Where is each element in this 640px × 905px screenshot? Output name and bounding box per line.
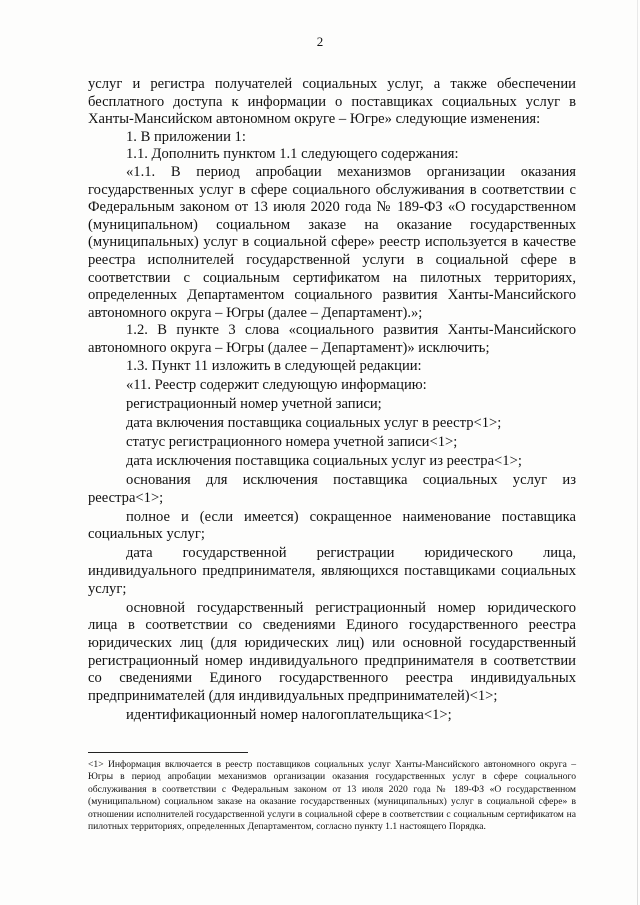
list-entry: полное и (если имеется) сокращенное наименование поставщика социальных услуг;: [88, 508, 576, 543]
paragraph-item-1-1-text: «1.1. В период апробации механизмов организации оказания государственных услуг в сфере социального обслуживания в соответствии с Федеральным законом от 13 июля 2020 года № 189-ФЗ «О государственном (муниципальном) социальном заказе на оказание государственных (муниципальных) услуг в социальной сфере» реестр используется в качестве реестра исполнителей государственной услуги в социальной сфере в соответствии с социальным сертификатом на пилотных территориях, определенных Департаментом социального развития Ханты-Мансийского автономного округа – Югры (далее – Департамент).»;: [88, 163, 576, 321]
paragraph-item-1-1: 1.1. Дополнить пунктом 1.1 следующего содержания:: [126, 146, 459, 163]
paragraph-item-1-3: 1.3. Пункт 11 изложить в следующей редакции:: [126, 357, 422, 374]
page-number: 2: [316, 34, 324, 49]
list-entry: статус регистрационного номера учетной записи<1>;: [126, 433, 458, 450]
paragraph-continuation: услуг и регистра получателей социальных услуг, а также обеспечении бесплатного доступа к информации о поставщиках социальных услуг в Ханты-Мансийском автономном округе – Югре» следующие изменения:: [88, 76, 576, 128]
list-entry: основания для исключения поставщика социальных услуг из реестра<1>;: [88, 472, 576, 506]
paragraph-item-11: «11. Реестр содержит следующую информацию:: [126, 376, 427, 393]
document-body: [88, 76, 576, 724]
list-entry: регистрационный номер учетной записи;: [126, 395, 382, 412]
list-entry: дата включения поставщика социальных услуг в реестр<1>;: [126, 414, 502, 431]
list-entry: дата исключения поставщика социальных услуг из реестра<1>;: [126, 452, 522, 469]
footnote-separator: [88, 752, 248, 753]
list-entry: основной государственный регистрационный номер юридического лица в соответствии со сведениями Единого государственного реестра юридических лиц (для юридических лиц) или основной государственный регистрационный номер индивидуального предпринимателя в соответствии со сведениями Единого государственного реестра индивидуальных предпринимателей (для индивидуальных предпринимателей)<1>;: [88, 599, 576, 704]
footnote: <1> Информация включается в реестр поставщиков социальных услуг Ханты-Мансийского автономного округа – Югры в период апробации механизмов организации оказания государственных услуг в сфере социального обслуживания в соответствии с Федеральным законом от 13 июля 2020 года № 189-ФЗ «О государственном (муниципальном) социальном заказе на оказание государственных (муниципальных) услуг в социальной сфере» в отношении исполнителей государственной услуги в социальной сфере в соответствии с социальным сертификатом на пилотных территориях, определенных Департаментом, согласно пункту 1.1 настоящего Порядка.: [88, 759, 576, 833]
paragraph-item-1-2: 1.2. В пункте 3 слова «социального развития Ханты-Мансийского автономного округа – Югры (далее – Департамент)» исключить;: [88, 322, 576, 356]
scan-edge: [637, 0, 638, 905]
list-entry: дата государственной регистрации юридического лица, индивидуального предпринимателя, являющихся поставщиками социальных услуг;: [88, 545, 576, 597]
list-entry: идентификационный номер налогоплательщика<1>;: [126, 706, 452, 723]
paragraph-item-1: 1. В приложении 1:: [126, 128, 246, 145]
